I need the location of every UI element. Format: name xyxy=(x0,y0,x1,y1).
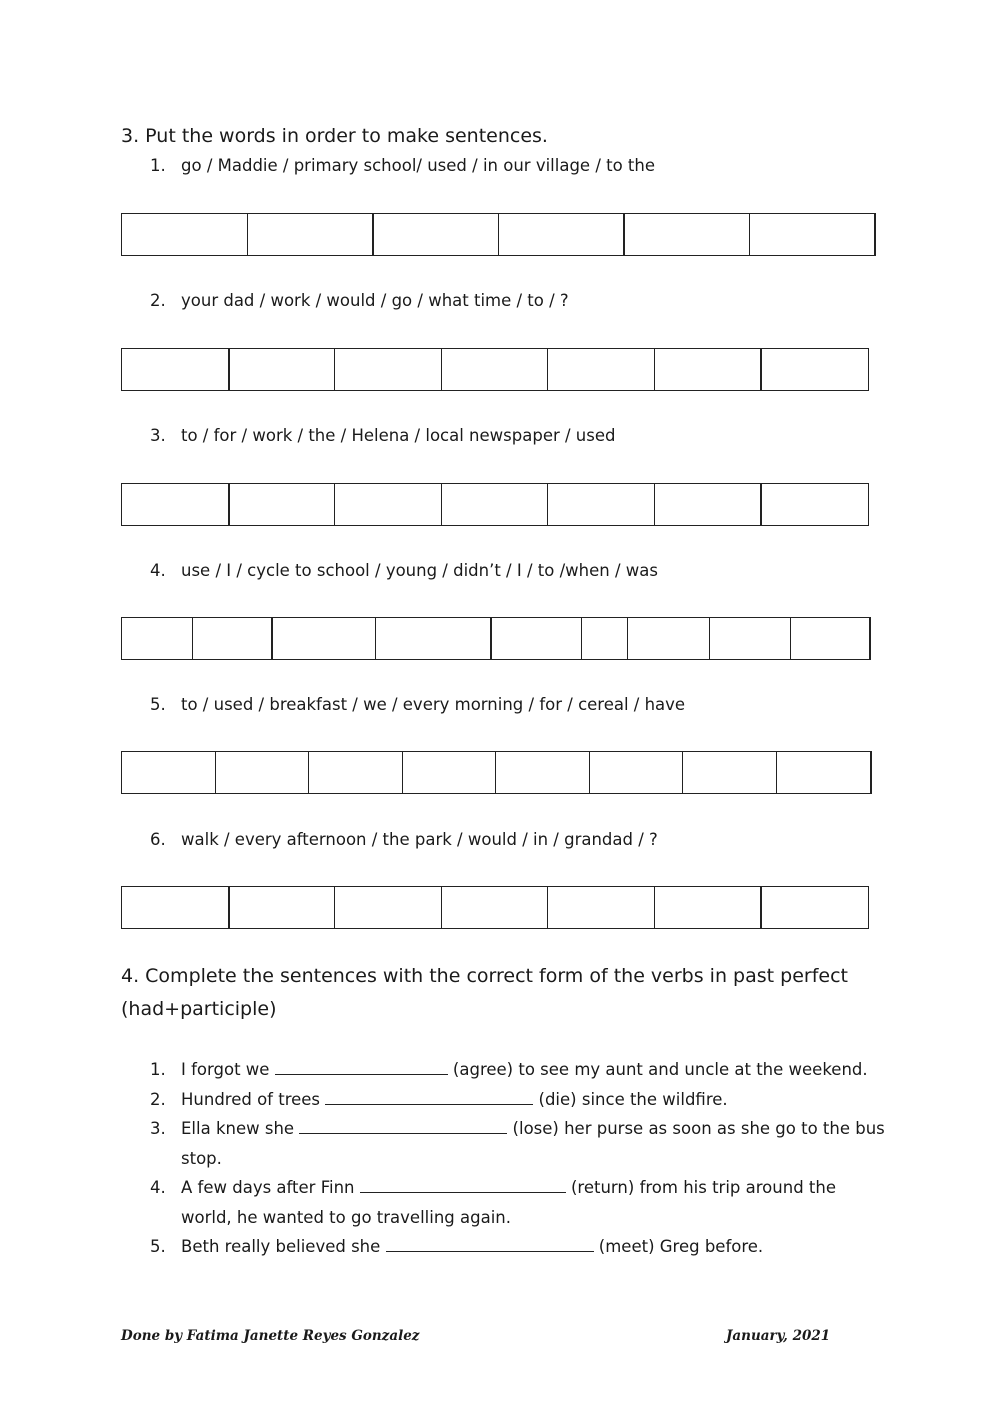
answer-box[interactable] xyxy=(228,483,336,526)
exercise-4-item-3 xyxy=(150,1114,885,1173)
answer-box[interactable] xyxy=(247,213,374,256)
answer-boxes-4 xyxy=(121,617,875,660)
answer-box[interactable] xyxy=(334,348,442,391)
answer-box[interactable] xyxy=(228,348,336,391)
exercise-3-title: 3. Put the words in order to make sentences. xyxy=(121,125,548,147)
item-number: 2. xyxy=(150,291,166,310)
exercise-4-title: 4. Complete the sentences with the correct form of the verbs in past perfect (had+participle) xyxy=(121,965,848,1020)
answer-box[interactable] xyxy=(308,751,403,794)
answer-box[interactable] xyxy=(682,751,777,794)
exercise-3-item-3 xyxy=(150,424,615,448)
answer-box[interactable] xyxy=(402,751,497,794)
item-number: 3. xyxy=(150,1119,166,1138)
answer-box[interactable] xyxy=(654,483,762,526)
answer-box[interactable] xyxy=(581,617,629,660)
exercise-3-item-5 xyxy=(150,693,685,717)
answer-box[interactable] xyxy=(334,483,442,526)
exercise-3-item-6 xyxy=(150,828,658,852)
item-number: 1. xyxy=(150,1060,166,1079)
answer-box[interactable] xyxy=(441,348,549,391)
answer-box[interactable] xyxy=(228,886,336,929)
answer-box[interactable] xyxy=(495,751,590,794)
sentence-end: (meet) Greg before. xyxy=(593,1237,764,1256)
sentence-end: (die) since the wildfire. xyxy=(533,1089,728,1109)
answer-box[interactable] xyxy=(589,751,684,794)
exercise-3-item-2 xyxy=(150,289,569,313)
item-number: 3. xyxy=(150,426,166,445)
item-number: 4. xyxy=(150,1178,166,1197)
answer-blank[interactable] xyxy=(325,1088,533,1105)
sentence-start: Ella knew she xyxy=(181,1119,300,1138)
answer-box[interactable] xyxy=(121,348,229,391)
answer-box[interactable] xyxy=(490,617,582,660)
exercise-4-item-5 xyxy=(150,1232,885,1262)
sentence-end: (return) from his trip around the world, he wanted to go travelling again. xyxy=(181,1178,836,1227)
answer-box[interactable] xyxy=(121,483,229,526)
answer-blank[interactable] xyxy=(386,1235,594,1252)
answer-box[interactable] xyxy=(441,886,549,929)
answer-boxes-6 xyxy=(121,886,872,929)
exercise-4-item-1 xyxy=(150,1055,885,1085)
answer-box[interactable] xyxy=(547,886,655,929)
item-words: your dad / work / would / go / what time / to / ? xyxy=(181,291,569,310)
answer-box[interactable] xyxy=(627,617,710,660)
answer-box[interactable] xyxy=(760,483,869,526)
footer-date: January, 2021 xyxy=(726,1328,831,1344)
sentence-start: Hundred of trees xyxy=(181,1089,326,1109)
answer-box[interactable] xyxy=(709,617,792,660)
item-number: 6. xyxy=(150,830,166,849)
answer-box[interactable] xyxy=(776,751,872,794)
answer-box[interactable] xyxy=(121,751,216,794)
sentence-start: A few days after Finn xyxy=(181,1178,360,1197)
exercise-3-item-1 xyxy=(150,154,655,178)
answer-box[interactable] xyxy=(749,213,876,256)
answer-box[interactable] xyxy=(271,617,376,660)
item-number: 5. xyxy=(150,695,166,714)
answer-boxes-1 xyxy=(121,213,878,256)
answer-box[interactable] xyxy=(121,617,193,660)
answer-box[interactable] xyxy=(121,886,229,929)
item-number: 1. xyxy=(150,156,166,175)
item-words: use / I / cycle to school / young / didn’t / I / to /when / was xyxy=(181,561,658,580)
answer-box[interactable] xyxy=(192,617,273,660)
answer-box[interactable] xyxy=(623,213,750,256)
sentence-end: (agree) to see my aunt and uncle at the weekend. xyxy=(447,1060,868,1079)
footer-author: Done by Fatima Janette Reyes Gonzalez xyxy=(121,1328,420,1344)
answer-boxes-2 xyxy=(121,348,872,391)
item-number: 2. xyxy=(150,1089,166,1109)
answer-box[interactable] xyxy=(547,483,655,526)
answer-box[interactable] xyxy=(760,348,869,391)
item-words: to / for / work / the / Helena / local newspaper / used xyxy=(181,426,616,445)
answer-box[interactable] xyxy=(760,886,869,929)
exercise-3-item-4 xyxy=(150,559,658,583)
item-number: 5. xyxy=(150,1237,166,1256)
exercise-4-item-4 xyxy=(150,1173,885,1232)
exercise-4-item-2 xyxy=(150,1085,885,1115)
answer-box[interactable] xyxy=(790,617,871,660)
answer-box[interactable] xyxy=(121,213,248,256)
answer-blank[interactable] xyxy=(360,1176,566,1193)
answer-boxes-5 xyxy=(121,751,878,794)
sentence-end: (lose) her purse as soon as she go to the bus stop. xyxy=(181,1119,885,1168)
item-words: walk / every afternoon / the park / would / in / grandad / ? xyxy=(181,830,658,849)
answer-boxes-3 xyxy=(121,483,872,526)
item-words: go / Maddie / primary school/ used / in our village / to the xyxy=(181,156,656,175)
answer-box[interactable] xyxy=(547,348,655,391)
answer-box[interactable] xyxy=(654,348,762,391)
answer-box[interactable] xyxy=(334,886,442,929)
answer-box[interactable] xyxy=(375,617,492,660)
answer-blank[interactable] xyxy=(275,1058,448,1075)
answer-box[interactable] xyxy=(654,886,762,929)
answer-box[interactable] xyxy=(498,213,625,256)
answer-box[interactable] xyxy=(441,483,549,526)
answer-box[interactable] xyxy=(215,751,310,794)
sentence-start: I forgot we xyxy=(181,1060,275,1079)
answer-blank[interactable] xyxy=(299,1117,507,1134)
answer-box[interactable] xyxy=(372,213,499,256)
item-number: 4. xyxy=(150,561,166,580)
sentence-start: Beth really believed she xyxy=(181,1237,386,1256)
exercise-4-list xyxy=(150,1055,885,1262)
item-words: to / used / breakfast / we / every morning / for / cereal / have xyxy=(181,695,686,714)
